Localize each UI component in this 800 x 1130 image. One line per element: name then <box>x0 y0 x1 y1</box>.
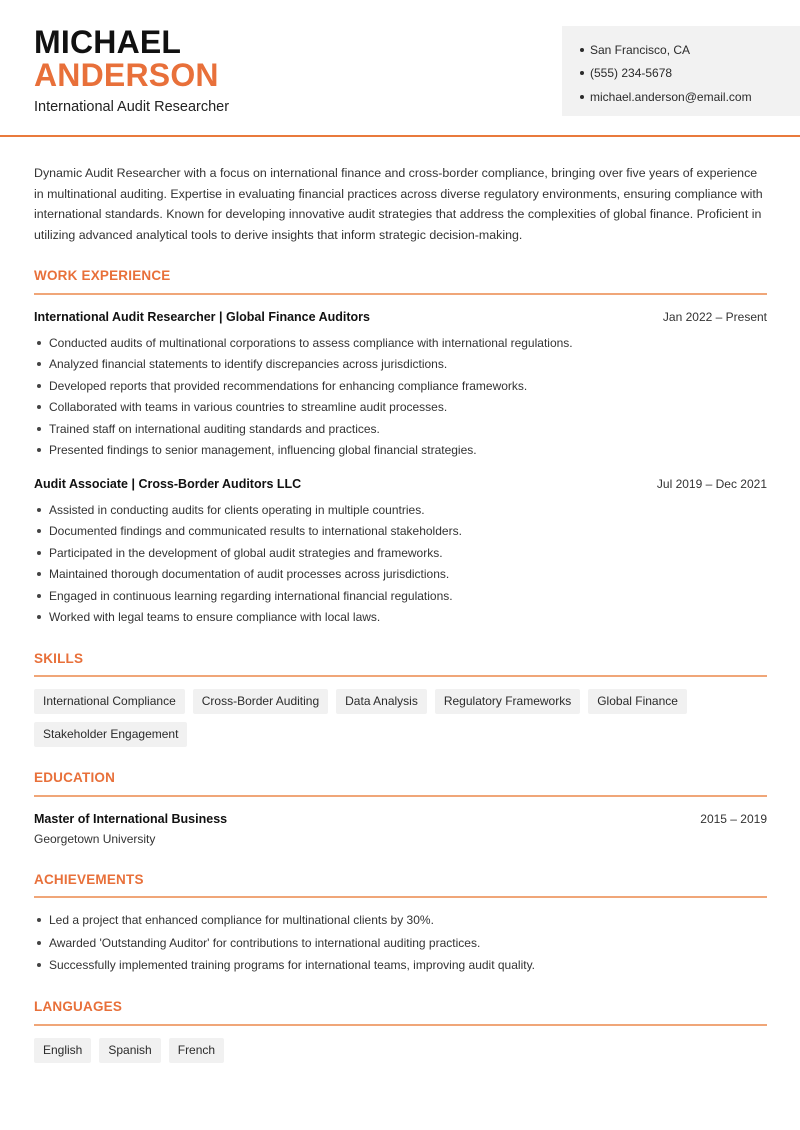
bullet-icon <box>37 941 41 945</box>
bullet-text: Participated in the development of global audit strategies and frameworks. <box>49 545 443 560</box>
skill-tag: Data Analysis <box>336 689 427 714</box>
list-item <box>34 932 769 955</box>
list-item <box>34 499 769 521</box>
bullet-text: Engaged in continuous learning regarding international financial regulations. <box>49 588 453 603</box>
bullet-icon <box>580 95 584 99</box>
bullet-text: Analyzed financial statements to identify discrepancies across jurisdictions. <box>49 357 448 372</box>
section-title-work: WORK EXPERIENCE <box>34 268 171 283</box>
section-title-languages: LANGUAGES <box>34 999 123 1014</box>
contact-location <box>580 38 800 62</box>
professional-summary: Dynamic Audit Researcher with a focus on international finance and cross-border compliance, bringing over five years of experience in multinational auditing. Expertise in evaluating financial practices across diverse regulatory environments, ensuring compliance with international standards. Known for developing innovative audit strategies that address the complexities of global finance. Proficient in utilizing advanced analytical tools to derive insights that inform strategic decision-making. <box>34 166 763 243</box>
language-tag: French <box>169 1038 224 1063</box>
list-item <box>34 542 769 564</box>
bullet-text: Worked with legal teams to ensure compliance with local laws. <box>49 610 381 625</box>
bullet-text: Developed reports that provided recommendations for enhancing compliance frameworks. <box>49 378 528 393</box>
list-item <box>34 418 769 440</box>
section-divider <box>34 795 767 797</box>
section-divider <box>34 896 767 898</box>
list-item <box>34 521 769 543</box>
list-item <box>34 909 769 932</box>
skill-tag: Regulatory Frameworks <box>435 689 580 714</box>
skill-tag: Stakeholder Engagement <box>34 722 187 747</box>
section-divider <box>34 675 767 677</box>
bullet-text: Collaborated with teams in various countries to streamline audit processes. <box>49 400 448 415</box>
bullet-text: Documented findings and communicated results to international stakeholders. <box>49 524 462 539</box>
bullet-text: Maintained thorough documentation of audit processes across jurisdictions. <box>49 567 450 582</box>
skill-tag: Global Finance <box>588 689 687 714</box>
list-item <box>34 585 769 607</box>
job-title: Audit Associate | Cross-Border Auditors LLC <box>34 477 302 491</box>
bullet-icon <box>37 384 41 388</box>
bullet-icon <box>37 362 41 366</box>
job-bullets <box>34 332 769 461</box>
education-school: Georgetown University <box>34 832 156 846</box>
list-item <box>34 354 769 376</box>
resume-header <box>0 0 800 137</box>
job-role: International Audit Researcher <box>34 99 230 115</box>
contact-location-text: San Francisco, CA <box>590 42 691 57</box>
job-dates: Jul 2019 – Dec 2021 <box>656 477 767 491</box>
job-dates: Jan 2022 – Present <box>662 310 767 324</box>
bullet-icon <box>37 529 41 533</box>
list-item <box>34 954 769 977</box>
skill-tag: International Compliance <box>34 689 185 714</box>
bullet-icon <box>37 572 41 576</box>
language-tag: English <box>34 1038 91 1063</box>
section-title-skills: SKILLS <box>34 651 84 666</box>
bullet-icon <box>37 508 41 512</box>
education-degree: Master of International Business <box>34 812 228 826</box>
achievement-bullets <box>34 909 769 977</box>
bullet-text: Successfully implemented training programs for international teams, improving audit quality. <box>49 958 536 973</box>
list-item <box>34 564 769 586</box>
contact-phone-text: (555) 234-5678 <box>590 66 673 81</box>
contact-phone <box>580 62 800 86</box>
list-item <box>34 375 769 397</box>
education-dates: 2015 – 2019 <box>700 812 767 826</box>
list-item <box>34 607 769 629</box>
bullet-text: Presented findings to senior management, influencing global financial strategies. <box>49 443 477 458</box>
section-title-achievements: ACHIEVEMENTS <box>34 872 144 887</box>
bullet-icon <box>37 918 41 922</box>
section-divider <box>34 293 767 295</box>
bullet-icon <box>580 71 584 75</box>
bullet-text: Awarded 'Outstanding Auditor' for contributions to international auditing practices. <box>49 935 481 950</box>
bullet-icon <box>37 448 41 452</box>
first-name: MICHAEL <box>34 24 182 60</box>
list-item <box>34 397 769 419</box>
contact-box <box>562 26 800 116</box>
skills-tags <box>34 689 769 747</box>
list-item <box>34 332 769 354</box>
bullet-icon <box>37 615 41 619</box>
list-item <box>34 440 769 462</box>
section-divider <box>34 1024 767 1026</box>
skill-tag: Cross-Border Auditing <box>193 689 328 714</box>
job-title: International Audit Researcher | Global Finance Auditors <box>34 310 370 324</box>
bullet-icon <box>37 551 41 555</box>
job-bullets <box>34 499 769 628</box>
bullet-text: Conducted audits of multinational corporations to assess compliance with international regulations. <box>49 335 573 350</box>
bullet-icon <box>37 341 41 345</box>
bullet-icon <box>37 427 41 431</box>
contact-email-text[interactable]: michael.anderson@email.com <box>590 89 752 104</box>
bullet-text: Led a project that enhanced compliance for multinational clients by 30%. <box>49 913 434 928</box>
bullet-text: Trained staff on international auditing standards and practices. <box>49 421 380 436</box>
language-tag: Spanish <box>99 1038 160 1063</box>
bullet-text: Assisted in conducting audits for clients operating in multiple countries. <box>49 502 425 517</box>
language-tags <box>34 1038 769 1063</box>
last-name: ANDERSON <box>34 57 219 93</box>
bullet-icon <box>37 405 41 409</box>
contact-email[interactable] <box>580 85 800 109</box>
bullet-icon <box>580 48 584 52</box>
bullet-icon <box>37 594 41 598</box>
section-title-education: EDUCATION <box>34 770 116 785</box>
bullet-icon <box>37 963 41 967</box>
